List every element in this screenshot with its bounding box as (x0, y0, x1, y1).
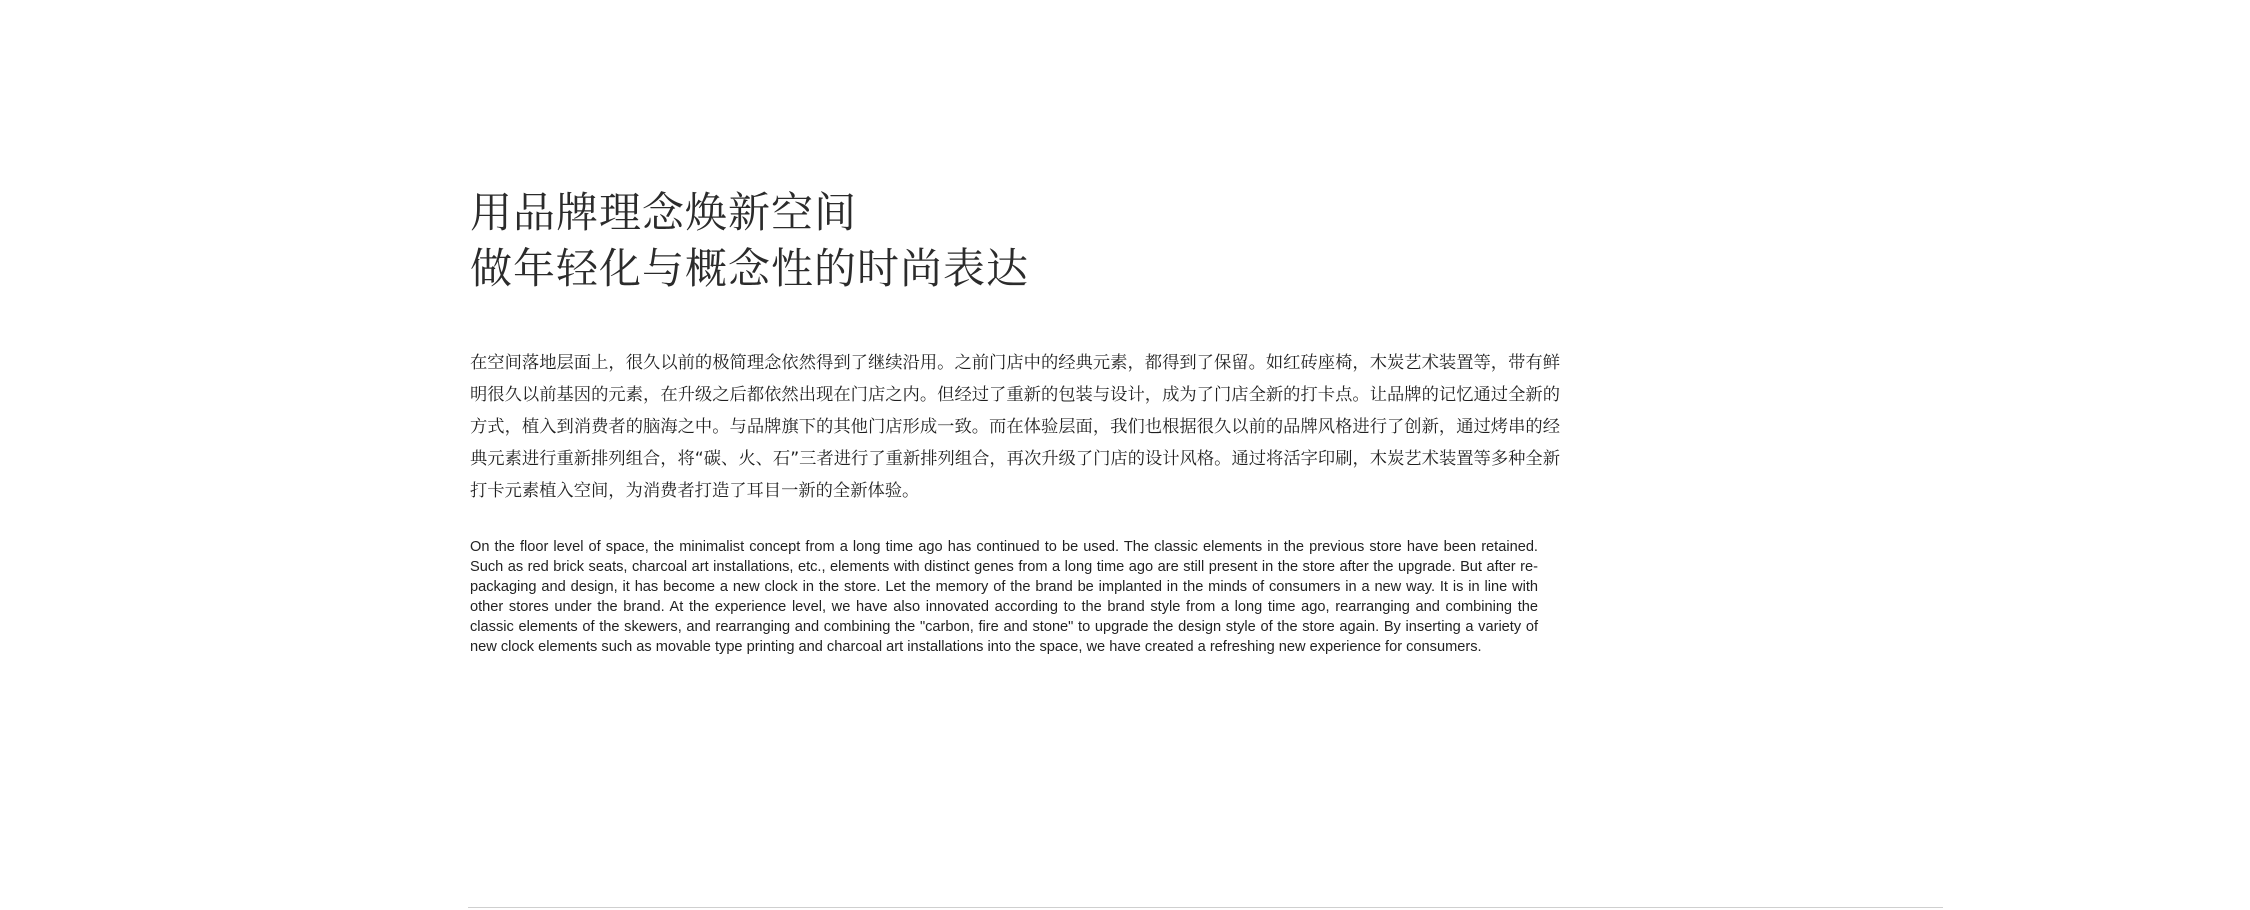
title-line-2: 做年轻化与概念性的时尚表达 (470, 244, 1030, 293)
title-line-1: 用品牌理念焕新空间 (470, 188, 858, 237)
english-paragraph: On the floor level of space, the minimalist concept from a long time ago has continued to be used. The classic elements in the previous store have been retained. Such as red brick seats, charcoal art installations, etc., elements with distinct genes from a long time ago are still present in the store after the upgrade. But after re-packaging and design, it has become a new clock in the store. Let the memory of the brand be implanted in the minds of consumers in a new way. It is in line with other stores under the brand. At the experience level, we have also innovated according to the brand style from a long time ago, rearranging and combining the classic elements of the skewers, and rearranging and combining the "carbon, fire and stone" to upgrade the design style of the store again. By inserting a variety of new clock elements such as movable type printing and charcoal art installations into the space, we have created a refreshing new experience for consumers. (470, 539, 1538, 655)
page-title (470, 185, 1560, 297)
bottom-divider (468, 907, 1943, 908)
chinese-paragraph: 在空间落地层面上，很久以前的极简理念依然得到了继续沿用。之前门店中的经典元素，都得到了保留。如红砖座椅，木炭艺术装置等，带有鲜明很久以前基因的元素，在升级之后都依然出现在门店之内。但经过了重新的包装与设计，成为了门店全新的打卡点。让品牌的记忆通过全新的方式，植入到消费者的脑海之中。与品牌旗下的其他门店形成一致。而在体验层面，我们也根据很久以前的品牌风格进行了创新，通过烤串的经典元素进行重新排列组合，将“碳、火、石”三者进行了重新排列组合，再次升级了门店的设计风格。通过将活字印刷，木炭艺术装置等多种全新打卡元素植入空间，为消费者打造了耳目一新的全新体验。 (470, 353, 1560, 501)
article (470, 185, 1560, 657)
